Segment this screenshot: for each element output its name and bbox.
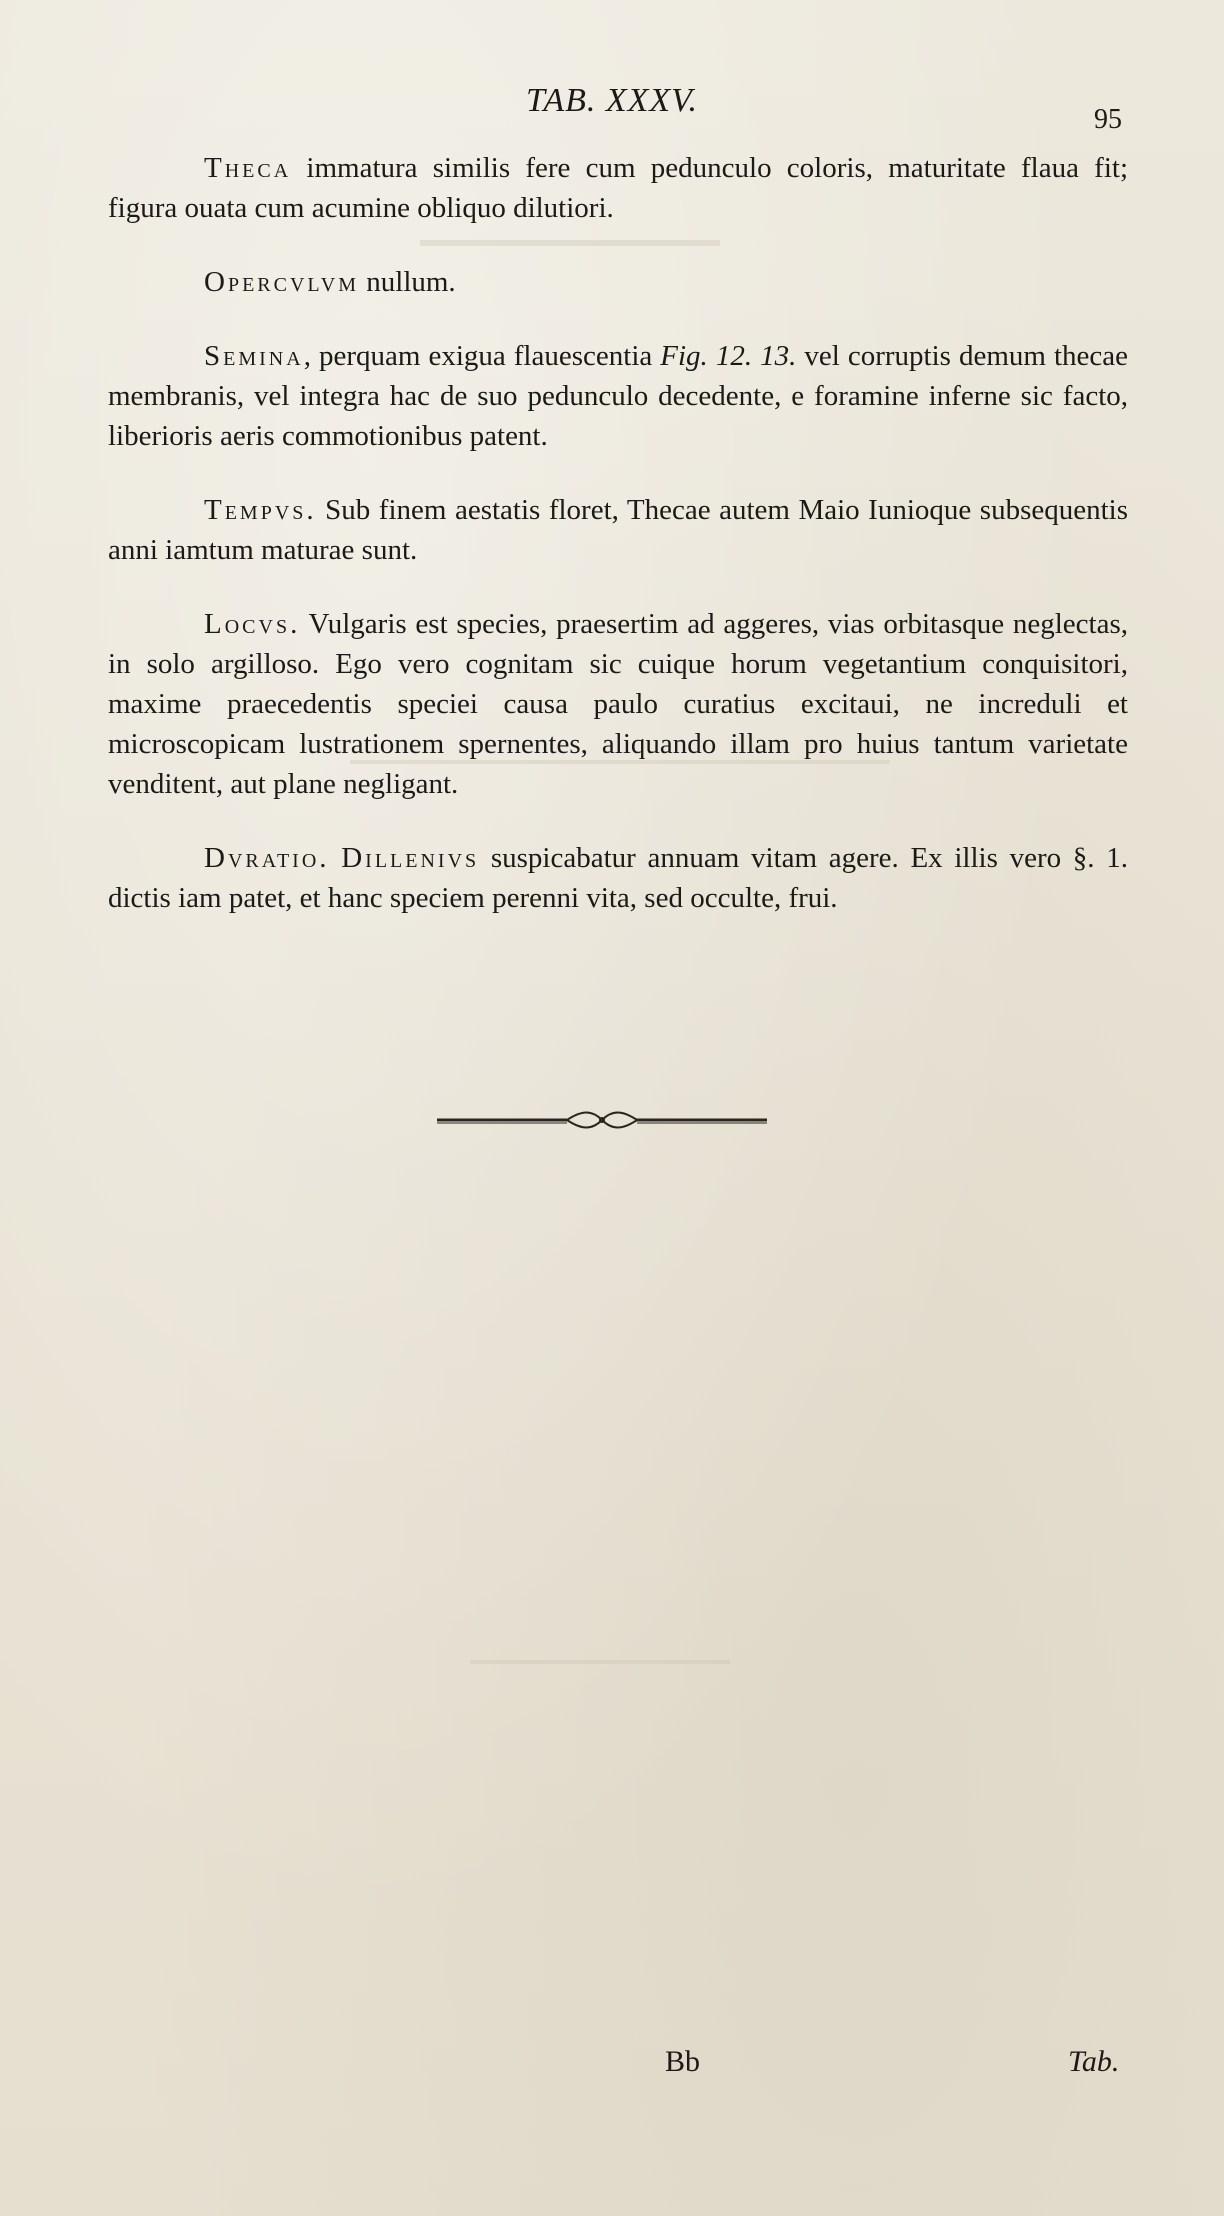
page-number: 95 [1094,104,1122,135]
text-body [108,148,1128,952]
lead-word: Locvs. [204,608,301,640]
ornamental-rule [437,1108,767,1132]
lead-word: Opercvlvm [204,266,360,298]
paragraph-text: nullum. [359,266,456,298]
paragraph-text: , perquam exigua flauescentia [303,340,661,372]
lead-word: Theca [204,152,292,184]
paragraph-tempus [108,490,1128,570]
lead-word: Dvratio. [204,842,330,874]
lead-word: Semina [204,340,304,372]
running-title: TAB. XXXV. [525,82,699,119]
figure-reference: Fig. 12. 13. [660,340,797,372]
paragraph-semina [108,336,1128,456]
lead-word: Tempvs. [204,494,317,526]
paragraph-text: immatura similis fere cum pedunculo coloris, maturitate flaua fit; figura ouata cum acumine obliquo dilutiori. [108,152,1128,224]
paragraph-text: suspicabatur annuam vitam agere. Ex illis vero §. 1. dictis iam patet, et hanc speciem perenni vita, sed occulte, frui. [108,842,1128,914]
paragraph-operculum [108,262,1128,302]
paragraph-text: Vulgaris est species, praesertim ad aggeres, vias orbitasque neglectas, in solo argilloso. Ego vero cognitam sic cuique horum vegetantium conquisitori, maxime praecedentis speciei causa paulo curatius excitaui, ne increduli et microscopicam lustrationem spernentes, aliquando illam pro huius tantum varietate venditent, aut plane negligant. [108,608,1128,800]
paragraph-locus [108,604,1128,804]
signature-mark: Bb [665,2045,701,2078]
paragraph-theca [108,148,1128,228]
paragraph-text: Sub finem aestatis floret, Thecae autem Maio Iunioque subsequentis anni iamtum maturae sunt. [108,494,1128,566]
author-name: Dillenivs [341,842,480,874]
catchword: Tab. [1068,2045,1120,2078]
paragraph-text: vel corruptis demum thecae membranis, vel integra hac de suo pedunculo decedente, e foramine inferne sic facto, liberioris aeris commotionibus patent. [108,340,1129,452]
paragraph-duratio [108,838,1128,918]
